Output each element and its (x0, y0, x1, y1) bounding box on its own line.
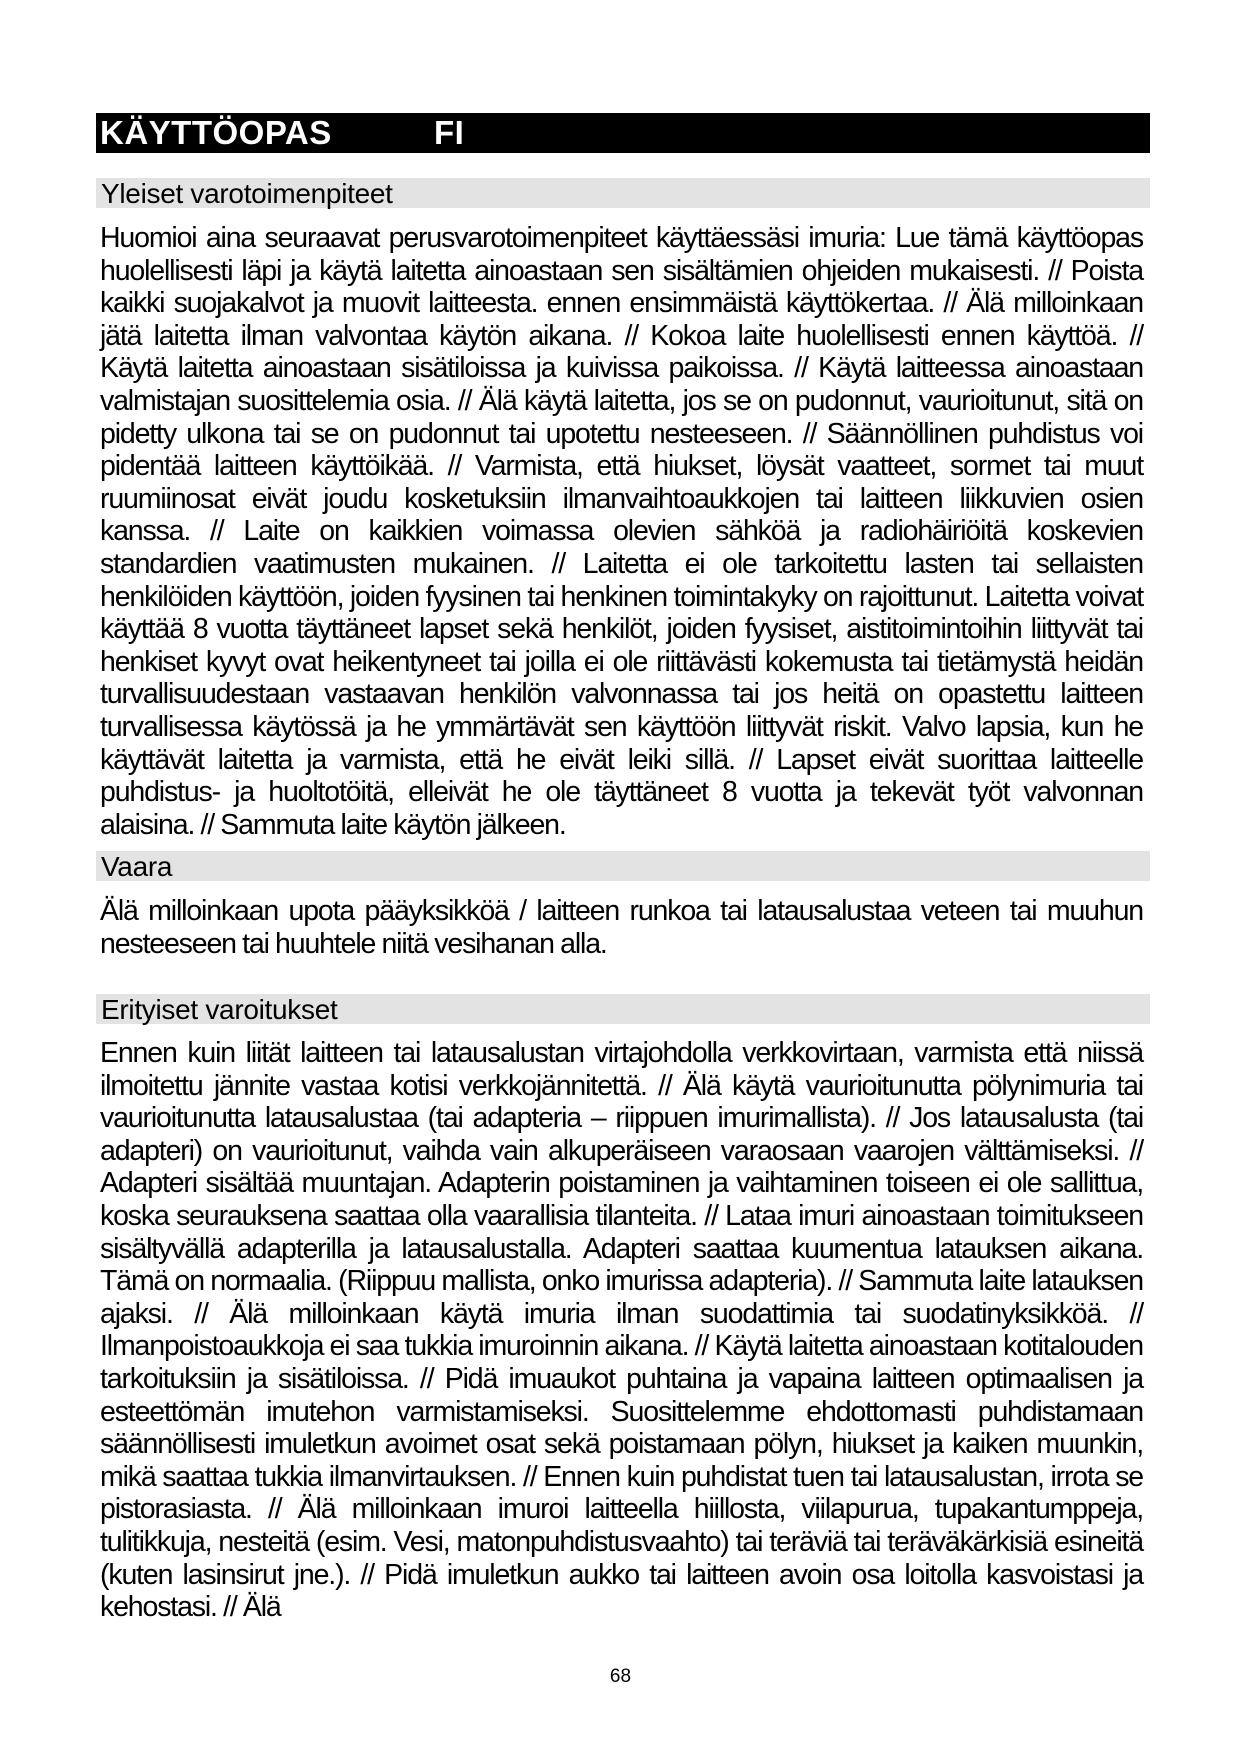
section-text-general-precautions: Huomioi aina seuraavat perusvarotoimenpiteet käyttäessäsi imuria: Lue tämä käyttöopas huolellisesti läpi ja käytä laitetta ainoastaan sen sisältämien ohjeiden mukaisesti. // Poista kaikki suojakalvot ja muovit laitteesta. ennen ensimmäistä käyttökertaa. // Älä milloinkaan jätä laitetta ilman valvontaa käytön aikana. // Kokoa laite huolellisesti ennen käyttöä. // Käytä laitetta ainoastaan sisätiloissa ja kuivissa paikoissa. // Käytä laitteessa ainoastaan valmistajan suosittelemia osia. // Älä käytä laitetta, jos se on pudonnut, vaurioitunut, sitä on pidetty ulkona tai se on pudonnut tai upotettu nesteeseen. // Säännöllinen puhdistus voi pidentää laitteen käyttöikää. // Varmista, että hiukset, löysät vaatteet, sormet tai muut ruumiinosat eivät joudu kosketuksiin ilmanvaihtoaukkojen tai laitteen liikkuvien osien kanssa. // Laite on kaikkien voimassa olevien sähköä ja radiohäiriöitä koskevien standardien vaatimusten mukainen. // Laitetta ei ole tarkoitettu lasten tai sellaisten henkilöiden käyttöön, joiden fyysinen tai henkinen toimintakyky on rajoittunut. Laitetta voivat käyttää 8 vuotta täyttäneet lapset sekä henkilöt, joiden fyysiset, aistitoimintoihin liittyvät tai henkiset kyvyt ovat heikentyneet tai joilla ei ole riittävästi kokemusta tai tietämystä heidän turvallisuudestaan vastaavan henkilön valvonnassa tai jos heitä on opastettu laitteen turvallisessa käytössä ja he ymmärtävät sen käyttöön liittyvät riskit. Valvo lapsia, kun he käyttävät laitetta ja varmista, että he eivät leiki sillä. // Lapset eivät suorittaa laitteelle puhdistus- ja huoltotöitä, elleivät he ole täyttäneet 8 vuotta ja tekevät työt valvonnan alaisina. // Sammuta laite käytön jälkeen. (100, 222, 1143, 841)
section-text-danger: Älä milloinkaan upota pääyksikköä / laitteen runkoa tai latausalustaa veteen tai muuhun nesteeseen tai huuhtele niitä vesihanan alla. (100, 895, 1143, 960)
language-code: FI (434, 114, 465, 151)
section-heading-special-warnings: Erityiset varoitukset (96, 994, 1150, 1024)
section-text-special-warnings: Ennen kuin liität laitteen tai latausalustan virtajohdolla verkkovirtaan, varmista että niissä ilmoitettu jännite vastaa kotisi verkkojännitettä. // Älä käytä vaurioitunutta pölynimuria tai vaurioitunutta latausalustaa (tai adapteria – riippuen imurimallista). // Jos latausalusta (tai adapteri) on vaurioitunut, vaihda vain alkuperäiseen varaosaan vaarojen välttämiseksi. // Adapteri sisältää muuntajan. Adapterin poistaminen ja vaihtaminen toiseen ei ole sallittua, koska seurauksena saattaa olla vaarallisia tilanteita. // Lataa imuri ainoastaan toimitukseen sisältyvällä adapterilla ja latausalustalla. Adapteri saattaa kuumentua latauksen aikana. Tämä on normaalia. (Riippuu mallista, onko imurissa adapteria). // Sammuta laite latauksen ajaksi. // Älä milloinkaan käytä imuria ilman suodattimia tai suodatinyksikköä. // Ilmanpoistoaukkoja ei saa tukkia imuroinnin aikana. // Käytä laitetta ainoastaan kotitalouden tarkoituksiin ja sisätiloissa. // Pidä imuaukot puhtaina ja vapaina laitteen optimaalisen ja esteettömän imutehon varmistamiseksi. Suosittelemme ehdottomasti puhdistamaan säännöllisesti imuletkun avoimet osat sekä poistamaan pölyn, hiukset ja kaiken muunkin, mikä saattaa tukkia ilmanvirtauksen. // Ennen kuin puhdistat tuen tai latausalustan, irrota se pistorasiasta. // Älä milloinkaan imuroi laitteella hiillosta, viilapurua, tupakantumppeja, tulitikkuja, nesteitä (esim. Vesi, matonpuhdistusvaahto) tai teräviä tai teräväkärkisiä esineitä (kuten lasinsirut jne.). // Pidä imuletkun aukko tai laitteen avoin osa loitolla kasvoistasi ja kehostasi. // Älä (100, 1037, 1144, 1624)
manual-title: KÄYTTÖOPAS (100, 114, 332, 151)
section-heading-danger: Vaara (96, 851, 1150, 881)
section-heading-general-precautions: Yleiset varotoimenpiteet (96, 178, 1150, 208)
manual-title-bar (96, 113, 1150, 153)
page-number: 68 (609, 1666, 632, 1687)
